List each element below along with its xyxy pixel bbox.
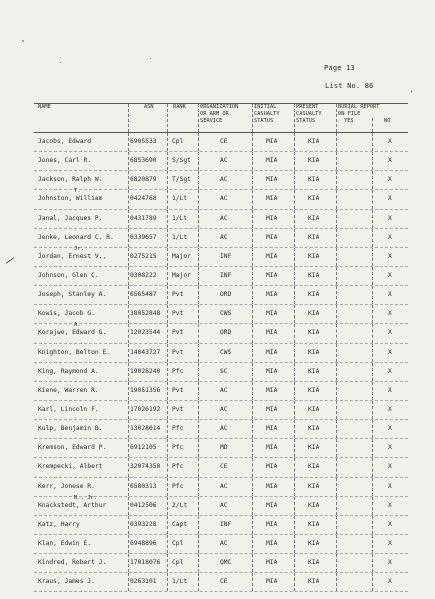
present-status-cell: KIA	[308, 578, 320, 586]
organization-cell: CWS	[220, 348, 232, 356]
organization-cell: INF	[220, 520, 232, 528]
organization-cell: AC	[220, 176, 228, 184]
table-body	[34, 133, 408, 592]
rank-cell: Major	[172, 252, 191, 260]
initial-status-cell: MIA	[266, 405, 278, 413]
header-rank: RANK	[173, 104, 186, 110]
burial-no-cell: X	[388, 348, 392, 356]
present-status-cell: KIA	[308, 348, 320, 356]
burial-no-cell: X	[388, 176, 392, 184]
table-row	[34, 324, 408, 343]
table-row	[34, 458, 408, 477]
rank-cell: Pfc	[172, 444, 184, 452]
present-status-cell: KIA	[308, 520, 320, 528]
table-row	[34, 344, 408, 363]
asn-cell: 0393228	[130, 520, 157, 528]
table-row	[34, 494, 408, 516]
present-status-cell: KIA	[308, 271, 320, 279]
asn-cell: 6580313	[130, 482, 157, 490]
asn-cell: 13028014	[130, 425, 161, 433]
rank-cell: Cpl	[172, 138, 184, 145]
name-cell: Kulp, Benjamin B.	[38, 425, 103, 433]
organization-cell: AC	[220, 539, 228, 547]
burial-no-cell: X	[388, 386, 392, 394]
name-cell: Knighton, Belton E.	[38, 348, 111, 356]
organization-cell: AC	[220, 386, 228, 394]
organization-cell: CE	[220, 138, 228, 145]
name-suffix-note: B., Jr.	[74, 494, 98, 501]
table-row	[34, 190, 408, 209]
asn-cell: 17018076	[130, 559, 161, 567]
rank-cell: Pvt	[172, 405, 184, 413]
header-no: NO	[384, 118, 391, 124]
asn-cell: 38052848	[130, 310, 161, 318]
initial-status-cell: MIA	[266, 520, 278, 528]
table-row	[34, 401, 408, 420]
asn-cell: 6948896	[130, 539, 157, 547]
initial-status-cell: MIA	[266, 386, 278, 394]
initial-status-cell: MIA	[266, 578, 278, 586]
organization-cell: INF	[220, 252, 232, 260]
initial-status-cell: MIA	[266, 539, 278, 547]
burial-no-cell: X	[388, 329, 392, 337]
header-initial-status: INITIAL CASUALTY STATUS	[254, 104, 280, 124]
name-cell: Johnston, William	[38, 195, 103, 203]
initial-status-cell: MIA	[266, 310, 278, 318]
present-status-cell: KIA	[308, 157, 320, 165]
initial-status-cell: MIA	[266, 214, 278, 222]
rank-cell: Pvt	[172, 310, 184, 318]
table-row	[34, 229, 408, 248]
present-status-cell: KIA	[308, 233, 320, 241]
pencil-mark	[6, 257, 15, 264]
table-row	[34, 420, 408, 439]
initial-status-cell: MIA	[266, 271, 278, 279]
name-suffix-note: T.	[74, 188, 81, 195]
present-status-cell: KIA	[308, 214, 320, 222]
asn-cell: 6912105	[130, 444, 157, 452]
header-name: NAME	[38, 104, 51, 110]
burial-no-cell: X	[388, 138, 392, 145]
name-cell: Jackson, Ralph W.	[38, 176, 103, 184]
name-cell: Klan, Edwin E.	[38, 539, 92, 547]
organization-cell: ORD	[220, 291, 232, 299]
name-cell: Jones, Carl R.	[38, 157, 92, 165]
initial-status-cell: MIA	[266, 233, 278, 241]
table-row	[34, 573, 408, 592]
name-cell: Joseph, Stanley A.	[38, 291, 107, 299]
initial-status-cell: MIA	[266, 501, 278, 509]
initial-status-cell: MIA	[266, 329, 278, 337]
asn-cell: 6565487	[130, 291, 157, 299]
name-cell: Johnson, Glen C.	[38, 271, 99, 279]
burial-no-cell: X	[388, 367, 392, 375]
initial-status-cell: MIA	[266, 367, 278, 375]
rank-cell: Pfc	[172, 367, 184, 375]
organization-cell: AC	[220, 157, 228, 165]
burial-no-cell: X	[388, 195, 392, 203]
asn-cell: 32074350	[130, 463, 161, 471]
table-row	[34, 245, 408, 267]
organization-cell: ORD	[220, 329, 232, 337]
asn-cell: 14043727	[130, 348, 161, 356]
table-row	[34, 305, 408, 324]
table-row	[34, 516, 408, 535]
present-status-cell: KIA	[308, 367, 320, 375]
rank-cell: S/Sgt	[172, 157, 191, 165]
asn-cell: 12023544	[130, 329, 161, 337]
rank-cell: Cpl	[172, 559, 184, 567]
header-burial-report: BURIAL REPORT ON FILE	[338, 104, 380, 117]
rank-cell: Pvt	[172, 329, 184, 337]
rank-cell: Pvt	[172, 348, 184, 356]
organization-cell: AC	[220, 425, 228, 433]
asn-cell: 19028240	[130, 367, 161, 375]
organization-cell: QMC	[220, 559, 232, 567]
asn-cell: 19051356	[130, 386, 161, 394]
rank-cell: 1/Lt	[172, 214, 188, 222]
name-cell: Jenke, Leonard C. R.	[38, 233, 114, 241]
initial-status-cell: MIA	[266, 252, 278, 260]
burial-no-cell: X	[388, 214, 392, 222]
initial-status-cell: MIA	[266, 444, 278, 452]
burial-no-cell: X	[388, 463, 392, 471]
rank-cell: Pvt	[172, 291, 184, 299]
name-cell: Jordan, Ernest V.,	[38, 252, 107, 260]
present-status-cell: KIA	[308, 386, 320, 394]
name-cell: Krempecki, Albert	[38, 463, 103, 471]
name-cell: Kiene, Warren R.	[38, 386, 99, 394]
page-number: Page 13	[324, 64, 355, 72]
rank-cell: T/Sgt	[172, 176, 191, 184]
organization-cell: SC	[220, 367, 228, 375]
name-cell: Katz, Harry	[38, 520, 80, 528]
organization-cell: AC	[220, 501, 228, 509]
speck	[411, 90, 412, 93]
asn-cell: 0308222	[130, 271, 157, 279]
name-cell: Kindred, Robert J.	[38, 559, 107, 567]
burial-no-cell: X	[388, 425, 392, 433]
burial-no-cell: X	[388, 157, 392, 165]
name-cell: Kowis, Jacob G.	[38, 310, 95, 318]
present-status-cell: KIA	[308, 176, 320, 184]
present-status-cell: KIA	[308, 252, 320, 260]
rank-cell: Major	[172, 271, 191, 279]
rank-cell: 1/Lt	[172, 578, 188, 586]
initial-status-cell: MIA	[266, 176, 278, 184]
initial-status-cell: MIA	[266, 157, 278, 165]
name-cell: Kerr, Jonese R.	[38, 482, 95, 490]
table-row	[34, 210, 408, 229]
present-status-cell: KIA	[308, 501, 320, 509]
list-number: List No. 86	[325, 82, 374, 90]
rank-cell: 1/Lt	[172, 233, 188, 241]
present-status-cell: KIA	[308, 195, 320, 203]
organization-cell: MD	[220, 444, 228, 452]
present-status-cell: KIA	[308, 310, 320, 318]
rank-cell: Pfc	[172, 482, 184, 490]
organization-cell: CWS	[220, 310, 232, 318]
burial-no-cell: X	[388, 520, 392, 528]
name-cell: Kraus, James J.	[38, 578, 95, 586]
asn-cell: 6905533	[130, 138, 157, 145]
asn-cell: 6820879	[130, 176, 157, 184]
speck	[150, 58, 151, 59]
present-status-cell: KIA	[308, 291, 320, 299]
burial-no-cell: X	[388, 482, 392, 490]
present-status-cell: KIA	[308, 329, 320, 337]
asn-cell: 0424768	[130, 195, 157, 203]
rank-cell: Capt	[172, 520, 188, 528]
asn-cell: 0412506	[130, 501, 157, 509]
table-row	[34, 535, 408, 554]
initial-status-cell: MIA	[266, 195, 278, 203]
table-row	[34, 152, 408, 171]
present-status-cell: KIA	[308, 482, 320, 490]
initial-status-cell: MIA	[266, 425, 278, 433]
asn-cell: 6853690	[130, 157, 157, 165]
asn-cell: 0431789	[130, 214, 157, 222]
organization-cell: AC	[220, 233, 228, 241]
table-row	[34, 363, 408, 382]
name-cell: Knackstedt, Arthur	[38, 501, 107, 509]
present-status-cell: KIA	[308, 138, 320, 145]
table-row	[34, 267, 408, 286]
burial-no-cell: X	[388, 539, 392, 547]
present-status-cell: KIA	[308, 444, 320, 452]
speck	[60, 62, 61, 63]
speck	[22, 40, 24, 42]
initial-status-cell: MIA	[266, 138, 278, 145]
present-status-cell: KIA	[308, 405, 320, 413]
table-header	[34, 103, 408, 133]
burial-no-cell: X	[388, 252, 392, 260]
table-row	[34, 439, 408, 458]
present-status-cell: KIA	[308, 425, 320, 433]
initial-status-cell: MIA	[266, 482, 278, 490]
organization-cell: AC	[220, 482, 228, 490]
rank-cell: 2/Lt	[172, 501, 188, 509]
name-suffix-note: A.	[74, 322, 81, 329]
organization-cell: INF	[220, 271, 232, 279]
burial-no-cell: X	[388, 233, 392, 241]
rank-cell: 1/Lt	[172, 195, 188, 203]
rank-cell: Pvt	[172, 386, 184, 394]
table-row	[34, 554, 408, 573]
name-cell: Karl, Lincoln F.	[38, 405, 99, 413]
burial-no-cell: X	[388, 271, 392, 279]
burial-no-cell: X	[388, 501, 392, 509]
table-row	[34, 382, 408, 401]
table-row	[34, 171, 408, 190]
present-status-cell: KIA	[308, 539, 320, 547]
table-row	[34, 286, 408, 305]
name-suffix-note: Jr.	[74, 245, 84, 252]
burial-no-cell: X	[388, 291, 392, 299]
initial-status-cell: MIA	[266, 463, 278, 471]
organization-cell: AC	[220, 214, 228, 222]
initial-status-cell: MIA	[266, 291, 278, 299]
header-present-status: PRESENT CASUALTY STATUS	[296, 104, 322, 124]
initial-status-cell: MIA	[266, 348, 278, 356]
organization-cell: CE	[220, 463, 228, 471]
organization-cell: CE	[220, 578, 228, 586]
burial-no-cell: X	[388, 405, 392, 413]
burial-no-cell: X	[388, 578, 392, 586]
organization-cell: AC	[220, 195, 228, 203]
burial-no-cell: X	[388, 310, 392, 318]
header-organization: ORGANIZATION OR ARM OR SERVICE	[200, 104, 239, 124]
casualty-table	[34, 103, 408, 592]
asn-cell: 17026192	[130, 405, 161, 413]
header-yes: YES	[344, 118, 354, 124]
asn-cell: 0263101	[130, 578, 157, 586]
asn-cell: 0275215	[130, 252, 157, 260]
burial-no-cell: X	[388, 444, 392, 452]
name-cell: Jacobs, Edward	[38, 138, 92, 145]
name-cell: Janal, Jacques P.	[38, 214, 103, 222]
present-status-cell: KIA	[308, 559, 320, 567]
initial-status-cell: MIA	[266, 559, 278, 567]
table-row	[34, 133, 408, 152]
name-cell: King, Raymond A.	[38, 367, 99, 375]
name-cell: Kremson, Edward P.	[38, 444, 107, 452]
rank-cell: Pfc	[172, 463, 184, 471]
rank-cell: Cpl	[172, 539, 184, 547]
asn-cell: 0339657	[130, 233, 157, 241]
rank-cell: Pfc	[172, 425, 184, 433]
organization-cell: AC	[220, 405, 228, 413]
header-asn: ASN	[144, 104, 154, 110]
burial-no-cell: X	[388, 559, 392, 567]
present-status-cell: KIA	[308, 463, 320, 471]
name-cell: Korajwo, Edward G.	[38, 329, 107, 337]
